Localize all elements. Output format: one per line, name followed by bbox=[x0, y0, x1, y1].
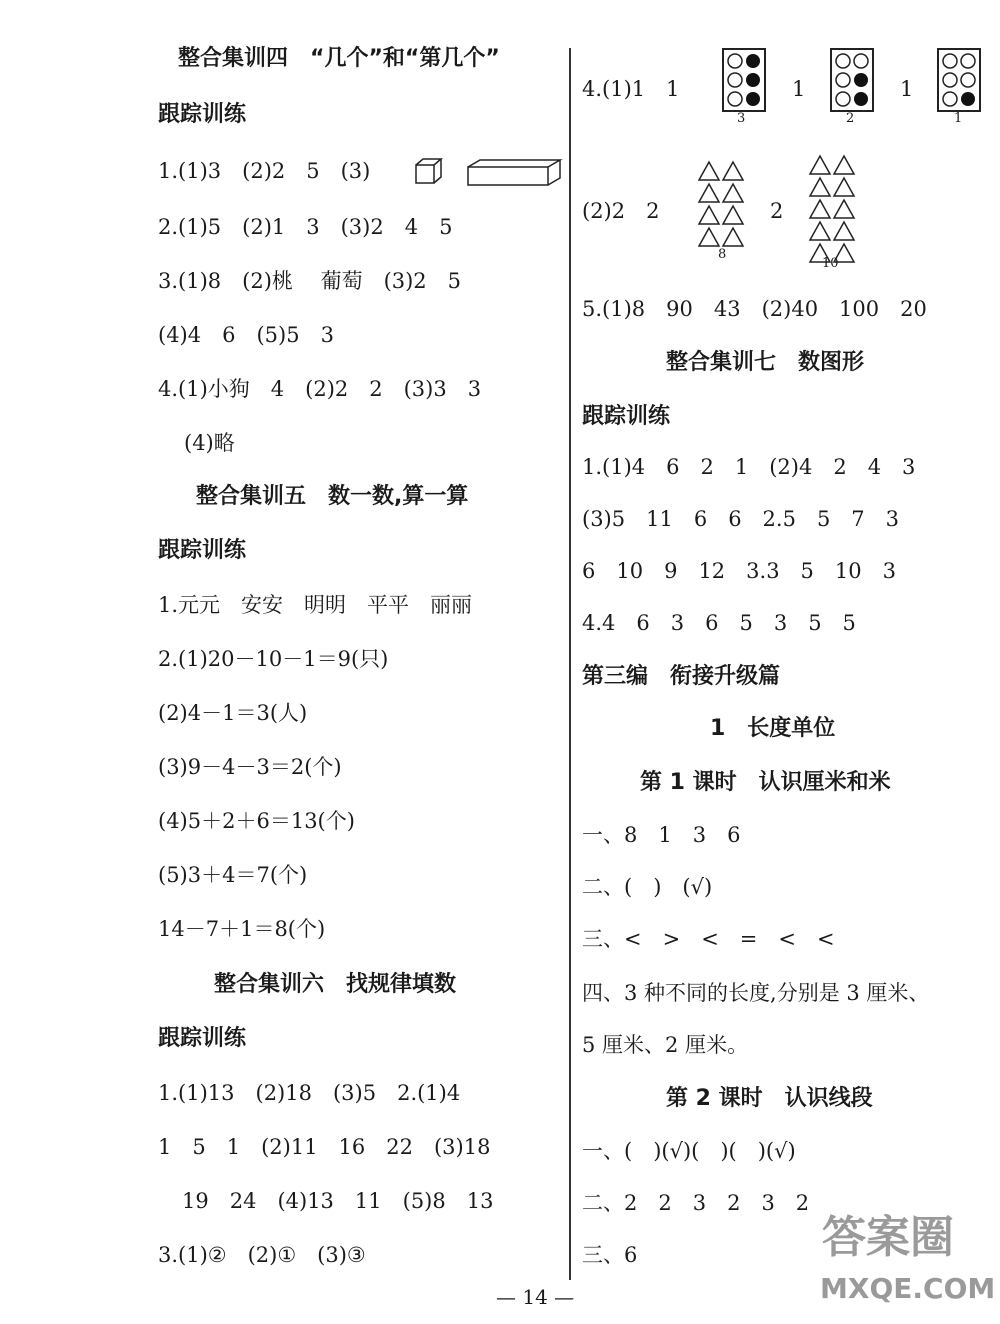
answer-line: 4.(1)1 1 bbox=[582, 77, 680, 101]
answer-line: 三、< > < = < < bbox=[582, 927, 835, 951]
section-6-subtitle: 跟踪训练 bbox=[158, 1026, 247, 1051]
triangle-stack-figure bbox=[808, 154, 860, 266]
answer-line: 三、6 bbox=[582, 1243, 638, 1267]
triangle-stack-label: 10 bbox=[822, 256, 839, 271]
answer-line: 3.(1)② (2)① (3)③ bbox=[158, 1243, 366, 1267]
answer-line: (3)5 11 6 6 2.5 5 7 3 bbox=[582, 507, 900, 531]
answer-number: 1 bbox=[900, 77, 914, 101]
counter-box-figure bbox=[830, 48, 874, 114]
page-number: — 14 — bbox=[496, 1285, 575, 1309]
answer-line: 1.元元 安安 明明 平平 丽丽 bbox=[158, 593, 473, 617]
triangle-stack-label: 8 bbox=[718, 247, 727, 262]
answer-line: 4.4 6 3 6 5 3 5 5 bbox=[582, 611, 856, 635]
answer-line: 二、( ) (√) bbox=[582, 875, 713, 899]
answer-line: (4)4 6 (5)5 3 bbox=[158, 323, 334, 347]
answer-line: 5.(1)8 90 43 (2)40 100 20 bbox=[582, 297, 927, 321]
answer-line: 4.(1)小狗 4 (2)2 2 (3)3 3 bbox=[158, 377, 482, 401]
answer-line: 14－7＋1＝8(个) bbox=[158, 917, 326, 941]
answer-line: (2)2 2 bbox=[582, 199, 660, 223]
answer-line: 一、( )(√)( )( )(√) bbox=[582, 1139, 796, 1163]
section-7-title: 整合集训七 数图形 bbox=[666, 350, 865, 375]
answer-line: (4)5＋2＋6＝13(个) bbox=[158, 809, 355, 833]
answer-line: (5)3＋4＝7(个) bbox=[158, 863, 308, 887]
lesson-1-heading: 第 1 课时 认识厘米和米 bbox=[640, 770, 891, 795]
section-6-title: 整合集训六 找规律填数 bbox=[214, 972, 457, 997]
section-5-title: 整合集训五 数一数,算一算 bbox=[196, 484, 469, 509]
answer-line: 一、8 1 3 6 bbox=[582, 823, 741, 847]
watermark-logo: 答案圈 bbox=[822, 1212, 954, 1263]
counter-box-label: 2 bbox=[846, 111, 855, 126]
answer-line: 四、3 种不同的长度,分别是 3 厘米、 bbox=[582, 981, 930, 1005]
answer-line: 1 5 1 (2)11 16 22 (3)18 bbox=[158, 1135, 491, 1159]
answer-line: (2)4－1＝3(人) bbox=[158, 701, 308, 725]
answer-line: 19 24 (4)13 11 (5)8 13 bbox=[182, 1189, 494, 1213]
section-7-subtitle: 跟踪训练 bbox=[582, 404, 671, 429]
answer-line: 1.(1)4 6 2 1 (2)4 2 4 3 bbox=[582, 455, 916, 479]
answer-line: 1.(1)3 (2)2 5 (3) bbox=[158, 159, 371, 183]
unit-1-heading: 1 长度单位 bbox=[710, 716, 836, 741]
section-5-subtitle: 跟踪训练 bbox=[158, 538, 247, 563]
column-divider bbox=[569, 48, 571, 1280]
watermark-url: MXQE.COM bbox=[820, 1272, 996, 1305]
counter-box-label: 1 bbox=[954, 111, 963, 126]
answer-line: 5 厘米、2 厘米。 bbox=[582, 1033, 749, 1057]
answer-line: 1.(1)13 (2)18 (3)5 2.(1)4 bbox=[158, 1081, 461, 1105]
lesson-2-heading: 第 2 课时 认识线段 bbox=[666, 1086, 873, 1111]
answer-line: (4)略 bbox=[184, 431, 235, 455]
answer-number: 1 bbox=[792, 77, 806, 101]
section-4-title: 整合集训四 “几个”和“第几个” bbox=[178, 46, 500, 71]
triangle-stack-figure bbox=[697, 160, 749, 250]
answer-line: (3)9－4－3＝2(个) bbox=[158, 755, 342, 779]
part-3-heading: 第三编 衔接升级篇 bbox=[582, 664, 781, 689]
cube-and-cuboid-figure bbox=[414, 157, 564, 189]
answer-line: 2.(1)20－10－1＝9(只) bbox=[158, 647, 389, 671]
answer-line: 6 10 9 12 3.3 5 10 3 bbox=[582, 559, 897, 583]
answer-line: 二、2 2 3 2 3 2 bbox=[582, 1191, 810, 1215]
counter-box-figure bbox=[937, 48, 981, 114]
counter-box-label: 3 bbox=[737, 111, 746, 126]
section-4-subtitle: 跟踪训练 bbox=[158, 102, 247, 127]
answer-line: 3.(1)8 (2)桃 葡萄 (3)2 5 bbox=[158, 269, 462, 293]
answer-line: 2.(1)5 (2)1 3 (3)2 4 5 bbox=[158, 215, 453, 239]
counter-box-figure bbox=[722, 48, 766, 114]
answer-number: 2 bbox=[770, 199, 784, 223]
